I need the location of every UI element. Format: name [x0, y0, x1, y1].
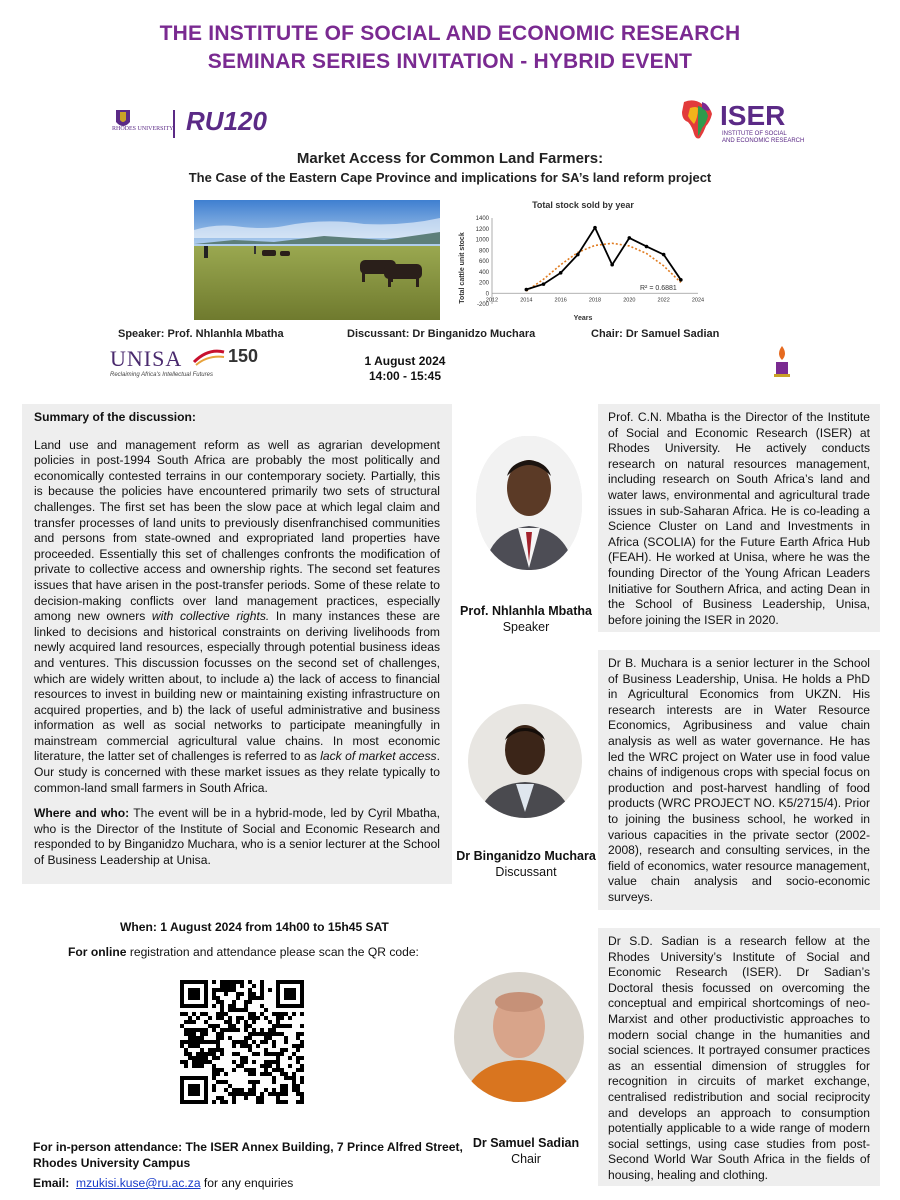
chart-point [525, 288, 529, 292]
chart-x-tick-label: 2016 [554, 297, 567, 304]
chart-series-line [526, 228, 681, 290]
unisa-150-badge: 150 [228, 346, 259, 366]
email-link[interactable]: mzukisi.kuse@ru.ac.za [76, 1176, 201, 1190]
unisa-tagline: Reclaiming Africa's Intellectual Futures [110, 372, 213, 378]
discussant-bio: Dr B. Muchara is a senior lecturer in the School of Business Leadership, Unisa. He holds a PhD in Agricultural Economics from UKZN. His research interests are in Water Resource Economics, Agribusiness and value chain analysis as well as water governance. He has led the WRC project on Water use in food value chains of indigenous crops with special focus on production and post-harvest handling of food products (WRC PROJECT NO. K5/2715/4). Prior to joining the business school, he worked in various capacities in the private sector (2002-2008), research and consulting services, in the field of economics, water resource management, value chain analysis and socio-economic surveys. [598, 650, 880, 910]
rhodes-logo-text: RHODES UNIVERSITY [112, 126, 174, 132]
summary-heading: Summary of the discussion: [34, 410, 196, 424]
chart-x-tick-label: 2020 [623, 297, 636, 304]
event-time: 14:00 - 15:45 [368, 369, 442, 383]
chart-trend-line [526, 243, 681, 291]
qr-modules [180, 980, 304, 1104]
chart-point [628, 236, 632, 240]
chart-y-tick-label: 800 [478, 248, 489, 255]
chart-point [559, 271, 563, 275]
chart-point [576, 253, 580, 257]
ru120-logo: RU120 [186, 106, 267, 136]
discussant-name: Dr Binganidzo Muchara [456, 849, 596, 863]
email-line: Email: mzukisi.kuse@ru.ac.za for any enquiries [33, 1176, 294, 1190]
chair-bio: Dr S.D. Sadian is a research fellow at the Rhodes University’s Institute of Social and Economic Research (ISER). Dr Sadian’s Doctoral thesis focussed on overcoming the conceptual and empirical shortcomings of neo-Marxist and other productivistic approaches to modern social change in the humanities and social sciences. It portrayed consumer practices as an essential dimension of struggles for recognition in circuits of market exchange, centralised redistribution and social reciprocity and develops an approach to consumption potentially applicable to a wide range of modern social settings, using case studies from post-Second World War South Africa in the fields of housing, healing and clothing. [598, 928, 880, 1186]
inperson-line-1: For in-person attendance: The ISER Annex Building, 7 Prince Alfred Street, [33, 1140, 463, 1154]
chart-x-tick-label: 2012 [485, 297, 499, 304]
chair-role: Chair [511, 1152, 541, 1166]
summary-panel [22, 404, 452, 884]
chart-y-tick-label: 1400 [475, 216, 489, 222]
chart-x-tick-label: 2018 [588, 297, 602, 304]
where-and-who: Where and who: The event will be in a hybrid-mode, led by Cyril Mbatha, who is the Director of the Institute of Social and Economic Research and responded to by Binganidzo Muchara, who is a senior lecturer at the School of Business Leadership at Unisa. [34, 806, 441, 868]
chart-title: Total stock sold by year [532, 200, 634, 210]
iser-logo-subtitle: INSTITUTE OF SOCIAL AND ECONOMIC RESEARCH [722, 131, 805, 144]
chart-y-tick-label: 400 [478, 269, 489, 276]
chart-x-tick-label: 2024 [691, 297, 705, 304]
speaker-role: Speaker [502, 620, 550, 634]
summary-paragraph: Land use and management reform as well as agrarian development policies in post-1994 South Africa are probably the most politically and economically contested terrains in our contemporary society. Partially, this is because the policies have encountered primarily two sets of structural challenges. The first set has been the slow pace at which legal claim and transfer processes of land units to previously disenfranchised communities and persons from state-owned and expropriated land properties have proceeded. Essentially this set of challenges confronts the modification of private to collective access and ownership rights. The second set features issues that have arisen in the post-transfer periods. Some of these relate to decision-making conflicts over land management practices, especially among new owners with collective rights. In many instances these are linked to decisions and historical constraints on deriving livelihoods from newly acquired land resources, especially through potential business ideas and ventures. This discussion focusses on the second set of challenges, which are widely written about, to include a) the lack of access to financial resources to invest in building new or maintaining existing infrastructure on acquired properties, and b) the lack of useful administrative and business information as well as social networks to participate meaningfully in mainstream commercial agricultural value chains. In most economic literature, the latter set of challenges is referred to as lack of market access. Our study is concerned with these market issues as they relate typically to common-land small farmers in South Africa. [34, 437, 440, 795]
unisa-logo [110, 346, 270, 380]
chart-point [662, 253, 666, 257]
speaker-name: Prof. Nhlanhla Mbatha [460, 604, 592, 618]
chart-xlabel: Years [573, 315, 593, 322]
discussant-photo [468, 704, 582, 818]
chart-point [593, 226, 597, 230]
chart-x-tick-label: 2022 [657, 297, 670, 304]
chart-point [645, 245, 649, 249]
chart-y-tick-label: -200 [476, 302, 489, 308]
chart-ylabel: Total cattle unit stock [459, 232, 466, 304]
chart-y-tick-label: 600 [478, 259, 489, 265]
unisa-logo-text: UNISA [110, 346, 183, 371]
iser-logo-text: ISER [720, 100, 786, 131]
online-line: For online registration and attendance please scan the QR code: [68, 945, 419, 959]
chart-point [679, 278, 683, 282]
chart-y-tick-label: 1000 [475, 237, 489, 244]
speaker-line: Speaker: Prof. Nhlanhla Mbatha [118, 328, 284, 340]
discussant-line: Discussant: Dr Binganidzo Muchara [347, 328, 536, 340]
event-headline: Market Access for Common Land Farmers: [296, 150, 604, 167]
when-line: When: 1 August 2024 from 14h00 to 15h45 SAT [120, 920, 389, 934]
field-cattle-photo [194, 200, 440, 320]
speaker-bio: Prof. C.N. Mbatha is the Director of the Institute of Social and Economic Research (ISER) at Rhodes University. He actively conducts research on natural resources management, including research on South Africa’s land and water laws, environmental and agricultural trade issues in sub-Saharan Africa. He is co-leading a Science Cluster on Land and Investments in Africa (SCOLIA) for the Future Earth Africa Hub (FEAH). He worked at Unisa, where he was the founding Director of the Young African Leaders Initiative for Southern Africa, and acting Dean in the School of Business Leadership, Unisa, before joining the ISER in 2020. [598, 404, 880, 632]
chart-y-tick-label: 200 [478, 280, 489, 287]
discussant-role: Discussant [495, 865, 557, 879]
inperson-line-2: Rhodes University Campus [33, 1156, 191, 1170]
chart-y-tick-label: 0 [485, 291, 489, 298]
title-line-2: SEMINAR SERIES INVITATION - HYBRID EVENT [207, 50, 693, 73]
event-subheadline: The Case of the Eastern Cape Province and implications for SA’s land reform project [188, 170, 712, 185]
chart-y-tick-label: 1200 [475, 226, 489, 233]
chart-x-tick-label: 2014 [520, 297, 533, 304]
event-date: 1 August 2024 [364, 354, 446, 368]
chart-point [610, 263, 614, 267]
chart-annotation: R² = 0.6881 [640, 285, 677, 292]
chair-photo [454, 972, 584, 1102]
registration-qr-code[interactable] [180, 980, 304, 1104]
stock-chart [450, 196, 708, 324]
chart-point [542, 282, 546, 286]
chair-name: Dr Samuel Sadian [472, 1136, 580, 1150]
speaker-photo [476, 436, 582, 570]
crest-logo [770, 344, 794, 380]
stock-chart-svg [450, 196, 708, 324]
chair-line: Chair: Dr Samuel Sadian [591, 328, 720, 340]
event-date-time [340, 354, 470, 384]
title-line-1: THE INSTITUTE OF SOCIAL AND ECONOMIC RESEARCH [159, 22, 741, 45]
